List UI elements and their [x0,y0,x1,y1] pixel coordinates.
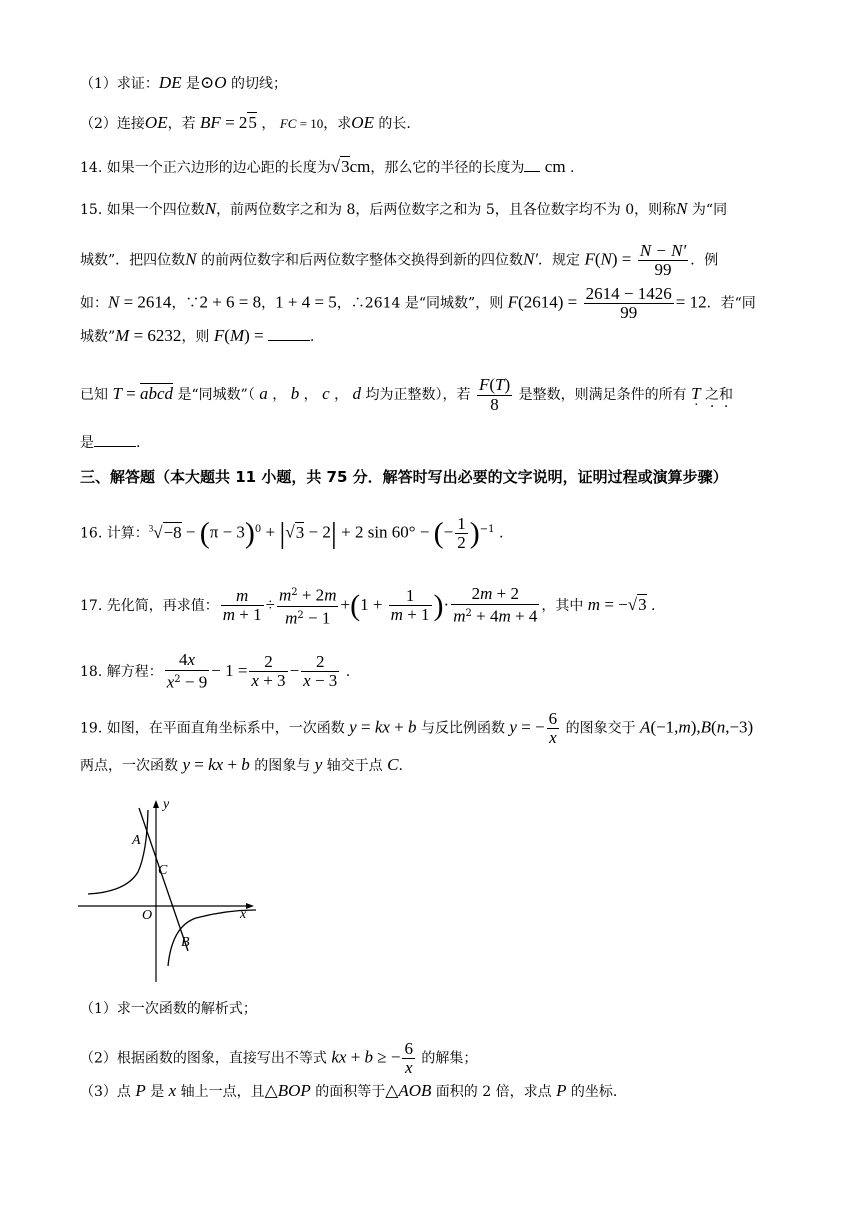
label-o: O [142,908,153,923]
q15-line5: 已知 T = abcd 是“同城数”（ a ， b ， c ， d 均为正整数），若 $\frac{F(T)}{8}$ 是整数，则满足条件的所有 T · 之和 [80,376,733,414]
q17: 17. 先化简，再求值： $\frac{m}{m + 1}$ ÷ $\frac{m^2 + 2m}{m^2 - 1}$ +(1 + $\frac{1}{m + 1}$ )· $\frac{2m + 2}{m^2 + 4m + 4}$ ，其中 m = −√3 . [80,584,656,628]
hyperbola-left-branch [88,810,148,894]
label-b: B [181,935,190,950]
q19-line1: 19. 如图，在平面直角坐标系中，一次函数 y = kx + b 与反比例函数 y = − $\frac{6}{x}$ 的图象交于 A(−1,m),B(n,−3) [80,709,754,747]
y-axis-arrow [153,800,159,808]
q15-line2: 城数”．把四位数N 的前两位数字和后两位数字整体交换得到新的四位数N′．规定 F(N) = $\frac{N - N'}{99}$ ．例 [80,241,719,279]
q18: 18. 解方程： $\frac{4x}{x^2 - 9}$ − 1 = $\frac{2}{x + 3}$ − $\frac{2}{x - 3}$ . [80,650,351,692]
section-3-heading: 三、解答题（本大题共 11 小题，共 75 分．解答时写出必要的文字说明，证明过程或演算步骤） [80,468,728,486]
q13-part2: （2）连接OE，若 BF = 25 ， FC = 10，求OE 的长. [80,113,411,132]
q19-part2: （2）根据函数的图象，直接写出不等式 kx + b ≥ − $\frac{6}{x}$ 的解集； [80,1039,478,1077]
q15-line6: 是 . [80,435,141,451]
linear-function-line [139,808,188,951]
q15-line3: 如：N = 2614，∵2 + 6 = 8，1 + 4 = 5，∴2614 是“同城数”，则 F(2614) = $\frac{2614 - 1426}{99}$ = 12．若“同 [80,284,756,322]
q19-part1: （1）求一次函数的解析式； [80,1001,257,1017]
label-a: A [132,833,141,848]
label-y: y [163,797,170,812]
label-x: x [240,907,247,922]
q19-line2: 两点，一次函数 y = kx + b 的图象与 y 轴交于点 C. [80,755,403,774]
q16: 16. 计算：$^3√-8 - (\pi - 3)^0 + |√3 - 2| + 2$ sin 60° − (− $\frac{1}{2}$ )$^{-1}$ . [80,514,504,552]
x-axis-arrow [246,903,254,909]
q14: 14. 如果一个正六边形的边心距的长度为√3cm，那么它的半径的长度为 cm . [80,157,575,176]
coordinate-figure [76,796,256,986]
q15-line4: 城数”M = 6232，则 F(M) = . [80,326,315,345]
q19-part3: （3）点 P 是 x 轴上一点，且△BOP 的面积等于△AOB 面积的 2 倍，求点 P 的坐标. [80,1081,618,1100]
q13-part1: （1）求证：DE 是⊙O 的切线； [80,73,288,92]
q15-line1: 15. 如果一个四位数N，前两位数字之和为 8，后两位数字之和为 5，且各位数字均不为 0，则称N 为“同 [80,199,728,218]
label-c: C [158,863,168,878]
